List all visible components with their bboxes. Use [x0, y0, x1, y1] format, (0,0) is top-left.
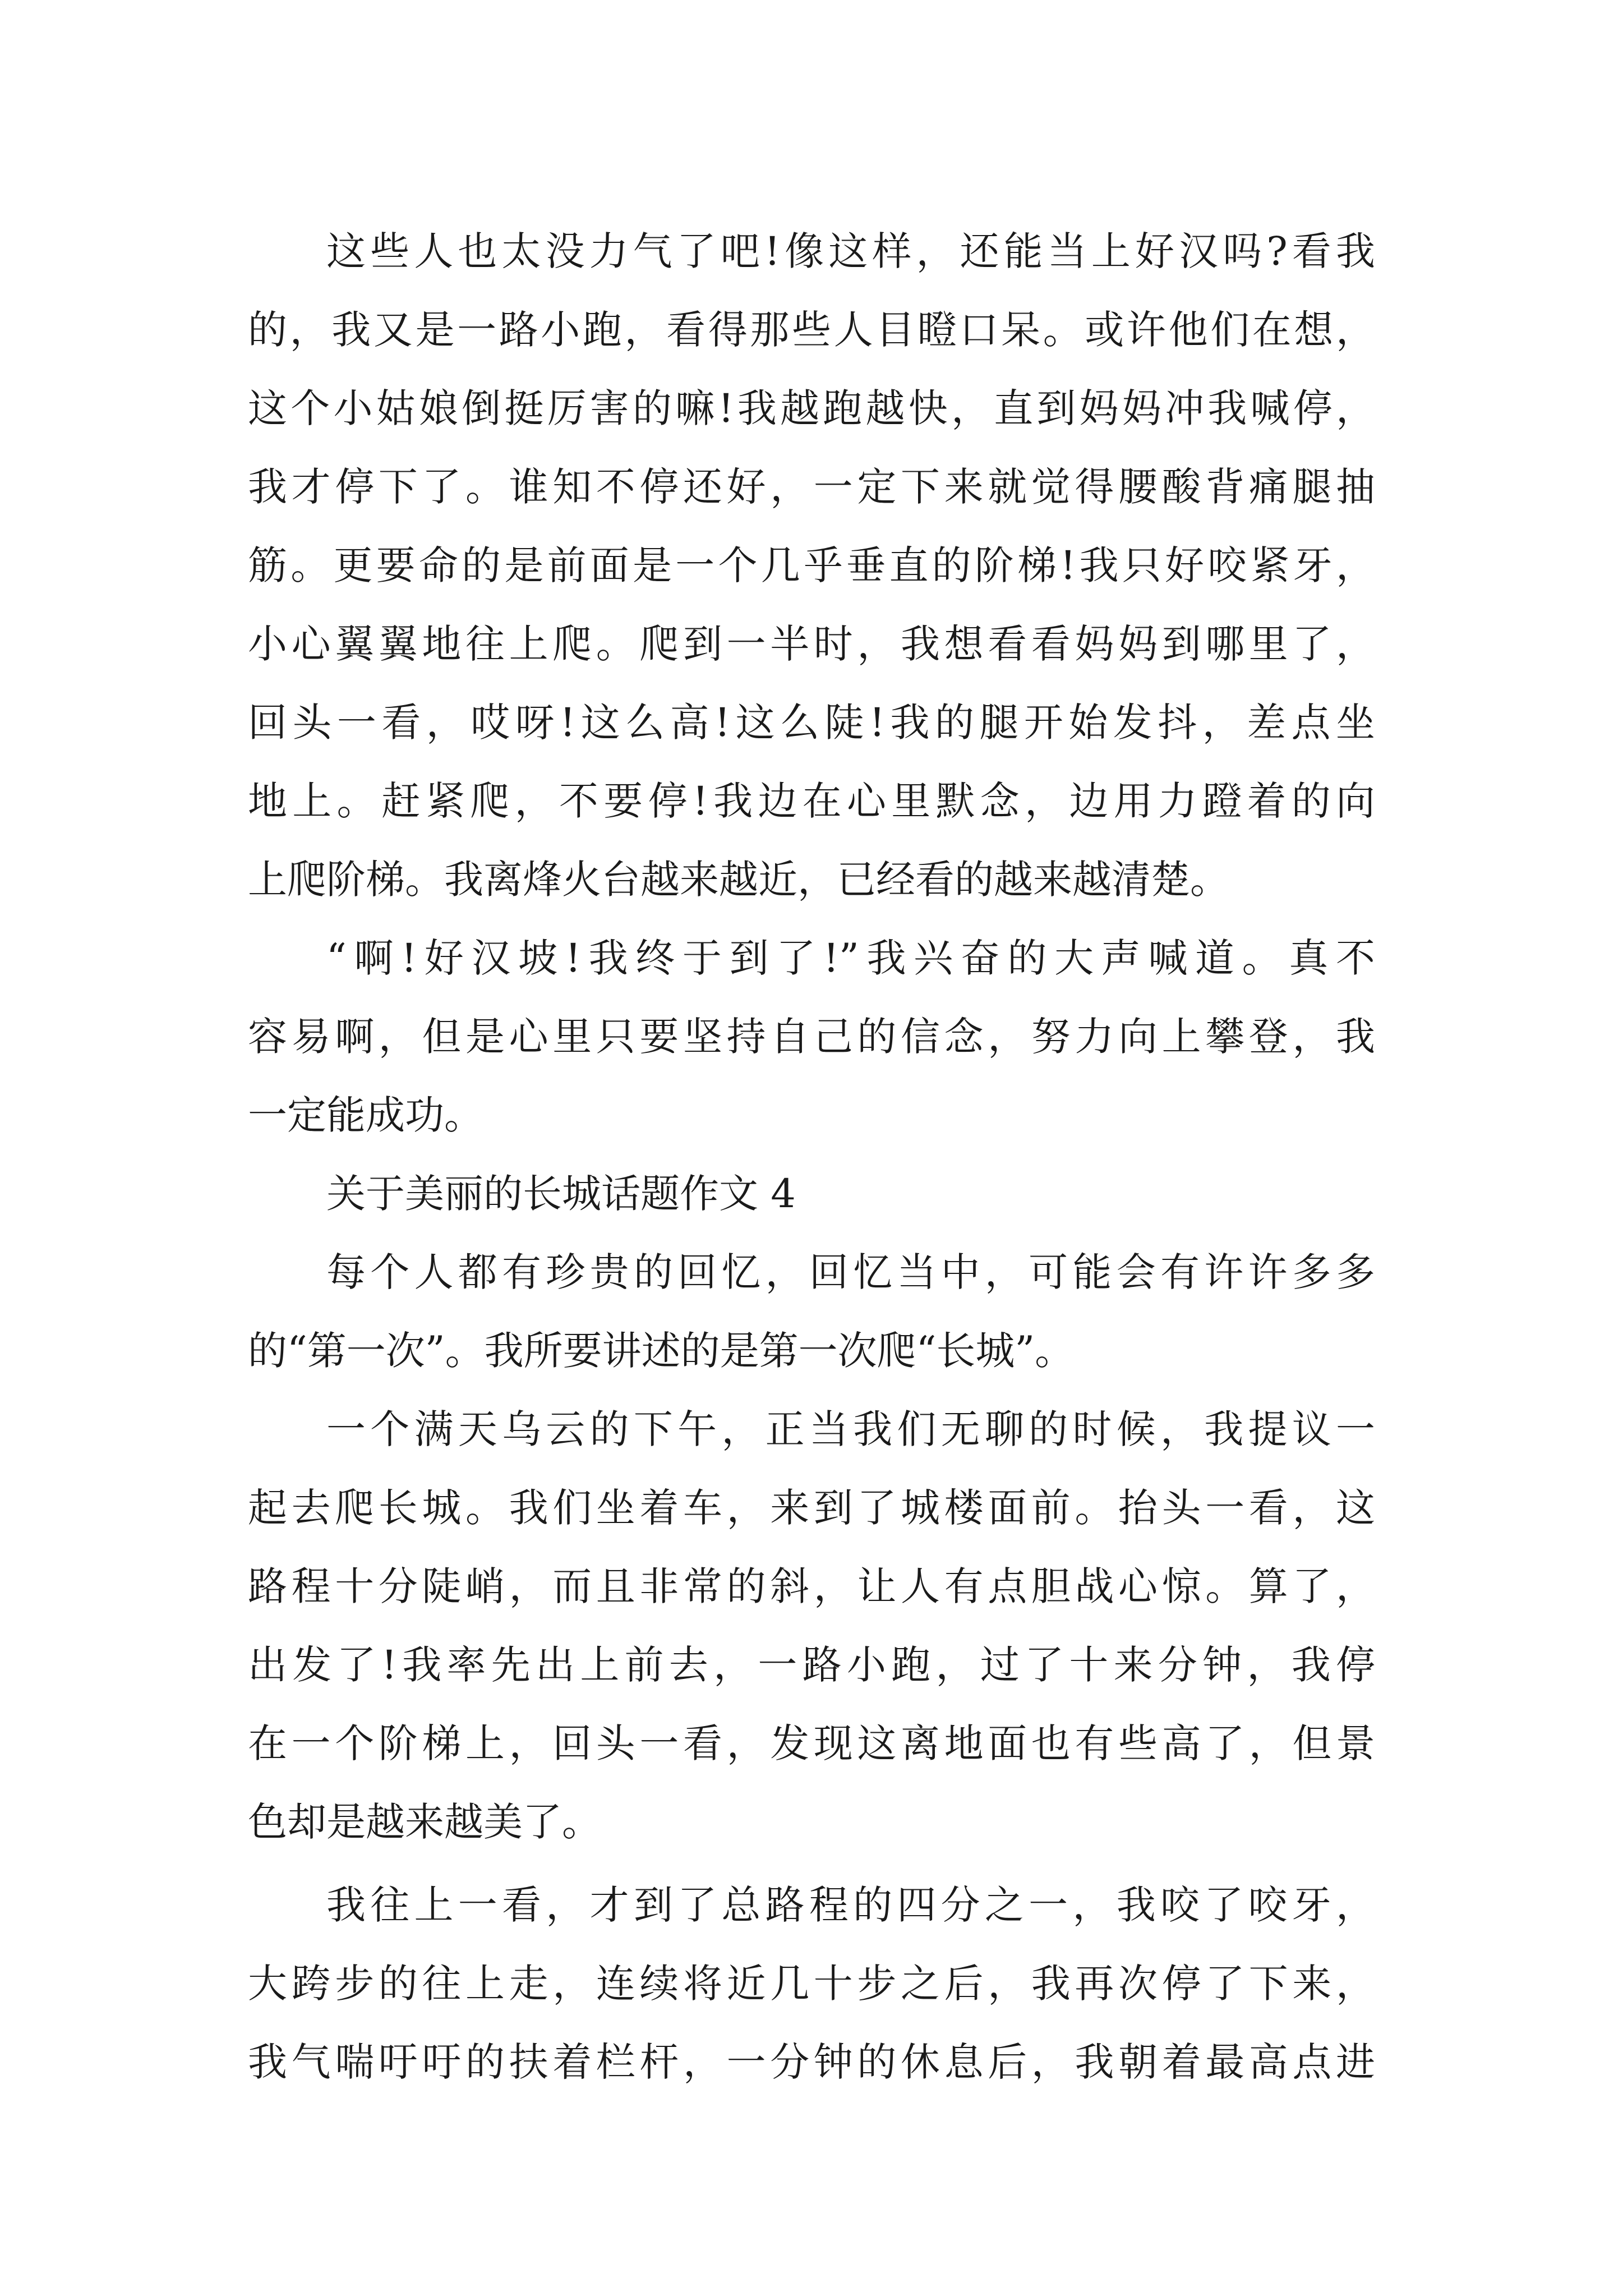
text-line: 在一个阶梯上，回头一看，发现这离地面也有些高了，但景 — [248, 1720, 1375, 1766]
text-line: 我气喘吁吁的扶着栏杆，一分钟的休息后，我朝着最高点进 — [248, 2039, 1375, 2085]
text-line: 一定能成功。 — [248, 1092, 483, 1138]
text-line: 这个小姑娘倒挺厉害的嘛!我越跑越快，直到妈妈冲我喊停， — [248, 385, 1375, 431]
text-line: 筋。更要命的是前面是一个几乎垂直的阶梯!我只好咬紧牙， — [248, 542, 1375, 588]
text-line: 上爬阶梯。我离烽火台越来越近，已经看的越来越清楚。 — [248, 857, 1229, 903]
text-line: 小心翼翼地往上爬。爬到一半时，我想看看妈妈到哪里了， — [248, 621, 1375, 667]
text-line: 容易啊，但是心里只要坚持自己的信念，努力向上攀登，我 — [248, 1014, 1375, 1060]
text-line: “啊!好汉坡!我终于到了!”我兴奋的大声喊道。真不 — [326, 935, 1375, 981]
section-heading: 关于美丽的长城话题作文 4 — [326, 1171, 796, 1217]
text-line: 地上。赶紧爬，不要停!我边在心里默念，边用力蹬着的向 — [248, 778, 1375, 824]
text-line: 的“第一次”。我所要讲述的是第一次爬“长城”。 — [248, 1328, 1075, 1374]
text-line: 我才停下了。谁知不停还好，一定下来就觉得腰酸背痛腿抽 — [248, 464, 1375, 510]
document-body — [248, 212, 1375, 2101]
text-line: 每个人都有珍贵的回忆，回忆当中，可能会有许许多多 — [326, 1249, 1375, 1295]
text-line: 出发了!我率先出上前去，一路小跑，过了十来分钟，我停 — [248, 1642, 1375, 1688]
text-line: 路程十分陡峭，而且非常的斜，让人有点胆战心惊。算了， — [248, 1563, 1375, 1609]
text-line: 我往上一看，才到了总路程的四分之一，我咬了咬牙， — [326, 1882, 1375, 1928]
text-line: 色却是越来越美了。 — [248, 1799, 601, 1845]
text-line: 的，我又是一路小跑，看得那些人目瞪口呆。或许他们在想， — [248, 307, 1375, 353]
text-line: 这些人也太没力气了吧!像这样，还能当上好汉吗?看我 — [326, 228, 1375, 274]
text-line: 起去爬长城。我们坐着车，来到了城楼面前。抬头一看，这 — [248, 1485, 1375, 1531]
text-line: 回头一看，哎呀!这么高!这么陡!我的腿开始发抖，差点坐 — [248, 700, 1375, 746]
text-line: 一个满天乌云的下午，正当我们无聊的时候，我提议一 — [326, 1406, 1375, 1452]
text-line: 大跨步的往上走，连续将近几十步之后，我再次停了下来， — [248, 1961, 1375, 2007]
